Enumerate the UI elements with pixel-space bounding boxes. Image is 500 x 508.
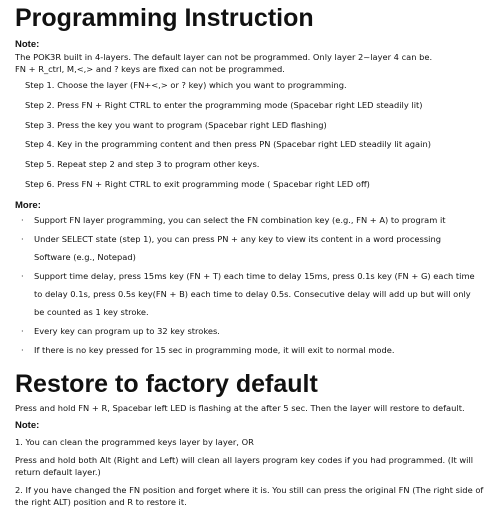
bullet-dot-icon: · — [21, 344, 24, 355]
programming-steps — [15, 76, 494, 195]
bullet-dot-icon: · — [21, 325, 24, 336]
more-item — [15, 214, 494, 226]
programming-note-line: The POK3R built in 4-layers. The default layer can not be programmed. Only layer 2~layer 4 can be. — [15, 52, 433, 62]
more-item-line: Under SELECT state (step 1), you can press PN + any key to view its content in a word processing — [34, 233, 441, 244]
step-1: Step 1. Choose the layer (FN+<,> or ? key) which you want to programming. — [25, 80, 347, 90]
programming-note-label: Note: — [15, 39, 40, 50]
restore-notes — [15, 436, 494, 508]
more-item-line: If there is no key pressed for 15 sec in programming mode, it will exit to normal mode. — [34, 344, 395, 355]
step-6: Step 6. Press FN + Right CTRL to exit programming mode ( Spacebar right LED off) — [25, 178, 370, 189]
programming-note-line: FN + R_ctrl, M,<,> and ? keys are fixed can not be programmed. — [15, 64, 285, 74]
more-item-line: Software (e.g., Notepad) — [34, 251, 136, 262]
more-item-line: Support FN layer programming, you can select the FN combination key (e.g., FN + A) to program it — [34, 214, 446, 225]
more-list — [15, 214, 494, 356]
restore-intro: Press and hold FN + R, Spacebar left LED is flashing at the after 5 sec. Then the layer will restore to default. — [15, 402, 465, 413]
bullet-dot-icon: · — [21, 233, 24, 244]
more-item-line: Support time delay, press 15ms key (FN + T) each time to delay 15ms, press 0.1s key (FN + G) each time — [34, 270, 475, 281]
restore-note-line: Press and hold both Alt (Right and Left) will clean all layers program key codes if you had programmed. (It will — [15, 454, 474, 465]
bullet-dot-icon: · — [21, 270, 24, 281]
more-item-line: Every key can program up to 32 key strokes. — [34, 325, 220, 336]
restore-note-line: return default layer.) — [15, 466, 101, 477]
step-3: Step 3. Press the key you want to program (Spacebar right LED flashing) — [25, 119, 327, 130]
more-item — [15, 233, 494, 263]
restore-note-label: Note: — [15, 419, 40, 431]
restore-note-line: the right ALT) position and R to restore it. — [15, 496, 187, 507]
more-item — [15, 325, 494, 337]
step-4: Step 4. Key in the programming content and then press PN (Spacebar right LED steadily lit again) — [25, 139, 431, 150]
programming-title: Programming Instruction — [15, 4, 314, 32]
more-item-line: be counted as 1 key stroke. — [34, 306, 149, 317]
more-item — [15, 344, 494, 356]
bullet-dot-icon: · — [21, 214, 24, 225]
more-label: More: — [15, 199, 41, 211]
step-5: Step 5. Repeat step 2 and step 3 to program other keys. — [25, 159, 260, 170]
restore-note-line: 2. If you have changed the FN position and forget where it is. You still can press the original FN (The right side of — [15, 484, 484, 495]
more-item-line: to delay 0.1s, press 0.5s key(FN + B) each time to delay 0.5s. Consecutive delay will add up but will only — [34, 288, 471, 299]
step-2: Step 2. Press FN + Right CTRL to enter the programming mode (Spacebar right LED steadily lit) — [25, 99, 423, 110]
restore-title: Restore to factory default — [15, 369, 318, 398]
more-item — [15, 270, 494, 318]
restore-note-line: 1. You can clean the programmed keys layer by layer, OR — [15, 436, 254, 447]
